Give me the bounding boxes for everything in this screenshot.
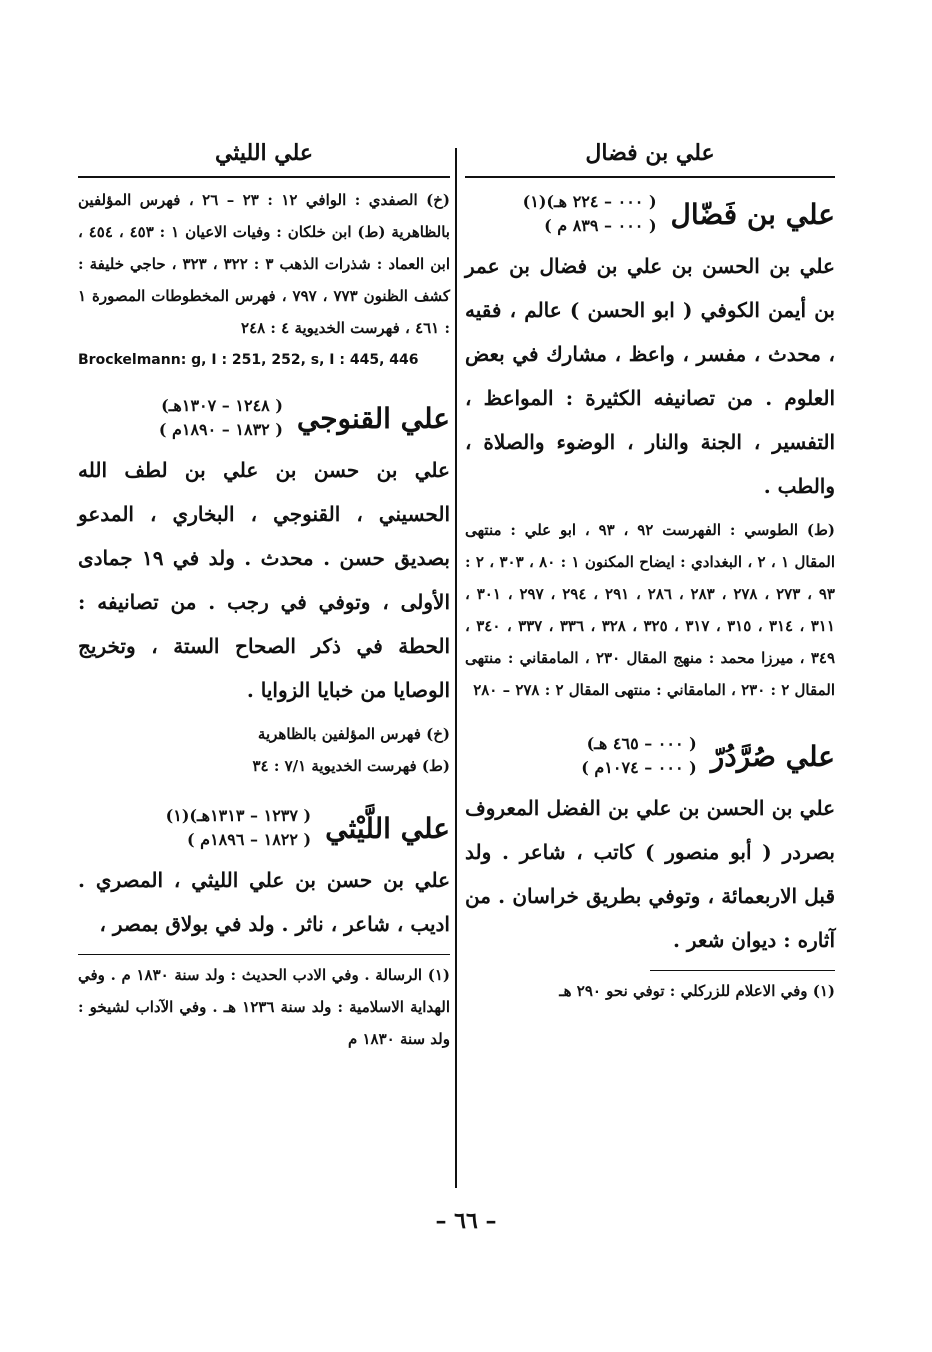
entry-body: علي بن حسن بن علي بن لطف الله الحسيني ، القنوجي ، البخاري ، المدعو بصديق حسن . محدث . ولد في ١٩ جمادى الأولى ، وتوفي في رجب . من تصانيفه : الحطة في ذكر الصحاح الستة ، وتخريج الوصايا من خبايا الزوايا . xyxy=(78,458,450,702)
left-running-header: علي الليثي xyxy=(78,130,450,178)
footnote-rule xyxy=(78,954,450,955)
entry-body: علي بن الحسن بن علي بن الفضل المعروف بصردر ( أبو منصور ) كاتب ، شاعر . ولد قبل الاربعمائة ، وتوفي بطريق خراسان . من آثاره : ديوان شعر . xyxy=(465,796,836,952)
dates-hijri: ( ١٢٣٧ – ١٣١٣هـ)(١) xyxy=(165,806,312,825)
entry-heading xyxy=(78,804,450,852)
dates-gregorian: ( ١٨٢٢ – ١٨٩٦م ) xyxy=(187,830,312,849)
entry-heading xyxy=(465,732,835,780)
entry-dates xyxy=(581,732,696,780)
entry-heading xyxy=(78,394,450,442)
entry-ali-al-laythi xyxy=(78,804,450,946)
entry-body: علي بن الحسن بن علي بن فضال بن عمر بن أيمن الكوفي ( ابو الحسن ) عالم ، فقيه ، محدث ، مفسر ، واعظ ، مشارك في بعض العلوم . من تصانيفه الكثيرة : المواعظ ، التفسير ، الجنة والنار ، الوضوء والصلاة ، والطب . xyxy=(465,254,835,498)
entry-ali-ibn-faddal xyxy=(465,190,835,706)
right-column xyxy=(465,130,835,1007)
left-column xyxy=(78,130,450,1055)
entry-heading xyxy=(465,190,835,238)
entry-reference: (ط) فهرست الخديوية ٧/١ : ٣٤ xyxy=(252,757,450,775)
dates-hijri: ( ١٢٤٨ – ١٣٠٧هـ) xyxy=(161,396,283,415)
page-number: – ٦٦ – xyxy=(435,1208,497,1234)
footnote-rule xyxy=(650,970,835,971)
entry-name: علي بن فَضّال xyxy=(670,197,835,231)
entry-name: علي القنوجي xyxy=(296,401,450,435)
dates-hijri: ( ٠٠٠ – ٤٦٥ هـ) xyxy=(586,734,697,753)
dates-gregorian: ( ١٨٣٢ – ١٨٩٠م ) xyxy=(158,420,283,439)
entry-dates xyxy=(166,804,311,852)
entry-name: علي اللَّيْثي xyxy=(325,811,450,845)
brockelmann-reference: Brockelmann: g, I : 251, 252, s, I : 445, 446 xyxy=(78,352,419,368)
entry-dates xyxy=(159,394,283,442)
column-divider xyxy=(455,148,457,1188)
dates-gregorian: ( ٠٠٠ – ١٠٧٤م ) xyxy=(581,758,697,777)
footnote: (١) الرسالة . وفي الادب الحديث : ولد سنة ١٨٣٠ م . وفي الهداية الاسلامية : ولد سنة ١٢٣٦ هـ . وفي الآداب لشيخو : ولد سنة ١٨٣٠ م xyxy=(78,966,450,1048)
entry-name: علي صُرَّدُرّ xyxy=(710,739,835,773)
entry-reference: (خ) فهرس المؤلفين بالظاهرية xyxy=(257,725,450,743)
entry-body: علي بن حسن بن علي الليثي ، المصري . اديب ، شاعر ، ناثر . ولد في بولاق بمصر ، xyxy=(78,868,450,936)
dates-gregorian: ( ٠٠٠ – ٨٣٩ م ) xyxy=(544,216,657,235)
entry-ali-al-qannuji xyxy=(78,394,450,782)
entry-dates xyxy=(523,190,657,238)
continued-references: (خ) الصفدي : الوافي ١٢ : ٢٣ – ٢٦ ، فهرس المؤلفين بالظاهرية (ط) ابن خلكان : وفيات الاعيان ١ : ٤٥٣ ، ٤٥٤ ، ابن العماد : شذرات الذهب ٣ : ٣٢٢ ، ٣٢٣ ، حاجي خليفة : كشف الظنون ٧٧٣ ، ٧٩٧ ، فهرس المخطوطات المصورة ١ : ٤٦١ ، فهرست الخديوية ٤ : ٢٤٨ xyxy=(78,191,451,337)
footnote: (١) وفي الاعلام للزركلي : توفي نحو ٢٩٠ هـ xyxy=(559,982,835,1000)
right-running-header: علي بن فضال xyxy=(465,130,835,178)
entry-ali-sardurr xyxy=(465,732,835,962)
dates-hijri: ( ٠٠٠ – ٢٢٤ هـ)(١) xyxy=(522,192,657,211)
entry-references: (ط) الطوسي : الفهرست ٩٢ ، ٩٣ ، ابو علي : منتهى المقال ١ ، ٢ ، البغدادي : ايضاح المكنون ١ : ٨٠ ، ٣٠٣ ، ٢ : ٩٣ ، ٢٧٣ ، ٢٧٨ ، ٢٨٣ ، ٢٨٦ ، ٢٩١ ، ٢٩٤ ، ٢٩٧ ، ٣٠١ ، ٣١١ ، ٣١٤ ، ٣١٥ ، ٣١٧ ، ٣٢٥ ، ٣٢٨ ، ٣٣٦ ، ٣٣٧ ، ٣٤٠ ، ٣٤٩ ، ميرزا محمد : منهج المقال ٢٣٠ ، المامقاني : منتهى المقال ٢ : ٢٣٠ ، المامقاني : منتهى المقال ٢ : ٢٧٨ – ٢٨٠ xyxy=(465,521,836,699)
